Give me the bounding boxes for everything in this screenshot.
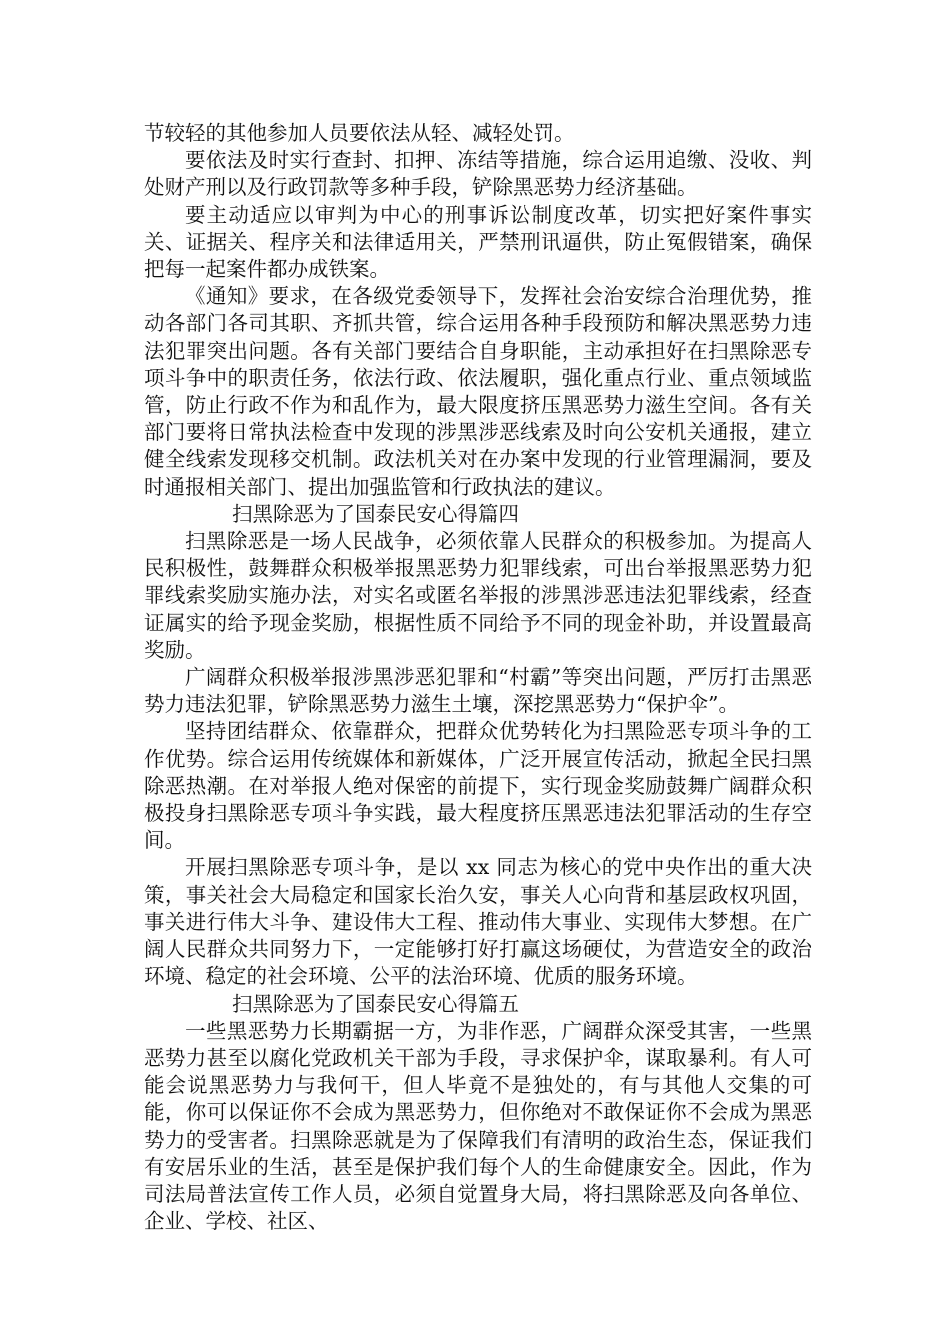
paragraph: 《通知》要求，在各级党委领导下，发挥社会治安综合治理优势，推动各部门各司其职、齐抓共管，综合运用各种手段预防和解决黑恶势力违法犯罪突出问题。各有关部门要结合自身职能，主动承担好在扫黑除恶专项斗争中的职责任务，依法行政、依法履职，强化重点行业、重点领域监管，防止行政不作为和乱作为，最大限度挤压黑恶势力滋生空间。各有关部门要将日常执法检查中发现的涉黑涉恶线索及时向公安机关通报，建立健全线索发现移交机制。政法机关对在办案中发现的行业管理漏洞，要及时通报相关部门、提出加强监管和行政执法的建议。	[144, 284, 812, 499]
section-heading: 扫黑除恶为了国泰民安心得篇四	[232, 501, 519, 526]
paragraph: 广阔群众积极举报涉黑涉恶犯罪和“村霸”等突出问题，严厉打击黑恶势力违法犯罪，铲除黑恶势力滋生土壤，深挖黑恶势力“保护伞”。	[144, 665, 812, 717]
paragraph: 节较轻的其他参加人员要依法从轻、减轻处罚。	[144, 121, 575, 145]
section-heading: 扫黑除恶为了国泰民安心得篇五	[232, 991, 519, 1016]
paragraph: 扫黑除恶是一场人民战争，必须依靠人民群众的积极参加。为提高人民积极性，鼓舞群众积极举报黑恶势力犯罪线索，可出台举报黑恶势力犯罪线索奖励实施办法，对实名或匿名举报的涉黑涉恶违法犯罪线索，经查证属实的给予现金奖励，根据性质不同给予不同的现金补助，并设置最高奖励。	[144, 529, 812, 662]
paragraph: 要依法及时实行查封、扣押、冻结等措施，综合运用追缴、没收、判处财产刑以及行政罚款等多种手段，铲除黑恶势力经济基础。	[144, 148, 812, 200]
paragraph: 开展扫黑除恶专项斗争，是以 xx 同志为核心的党中央作出的重大决策，事关社会大局稳定和国家长治久安，事关人心向背和基层政权巩固，事关进行伟大斗争、建设伟大工程、推动伟大事业、实现伟大梦想。在广阔人民群众共同努力下，一定能够打好打赢这场硬仗，为营造安全的政治环境、稳定的社会环境、公平的法治环境、优质的服务环境。	[144, 855, 812, 989]
paragraph: 坚持团结群众、依靠群众，把群众优势转化为扫黑险恶专项斗争的工作优势。综合运用传统媒体和新媒体，广泛开展宣传活动，掀起全民扫黑除恶热潮。在对举报人绝对保密的前提下，实行现金奖励鼓舞广阔群众积极投身扫黑除恶专项斗争实践，最大程度挤压黑恶违法犯罪活动的生存空间。	[144, 719, 812, 853]
document-page	[144, 120, 812, 1235]
paragraph: 要主动适应以审判为中心的刑事诉讼制度改革，切实把好案件事实关、证据关、程序关和法律适用关，严禁刑讯逼供，防止冤假错案，确保把每一起案件都办成铁案。	[144, 202, 812, 282]
paragraph: 一些黑恶势力长期霸据一方，为非作恶，广阔群众深受其害，一些黑恶势力甚至以腐化党政机关干部为手段，寻求保护伞，谋取暴利。有人可能会说黑恶势力与我何干，但人毕竟不是独处的，有与其他人交集的可能，你可以保证你不会成为黑恶势力，但你绝对不敢保证你不会成为黑恶势力的受害者。扫黑除恶就是为了保障我们有清明的政治生态，保证我们有安居乐业的生活，甚至是保护我们每个人的生命健康安全。因此，作为司法局普法宣传工作人员，必须自觉置身大局，将扫黑除恶及向各单位、企业、学校、社区、	[144, 1018, 812, 1234]
